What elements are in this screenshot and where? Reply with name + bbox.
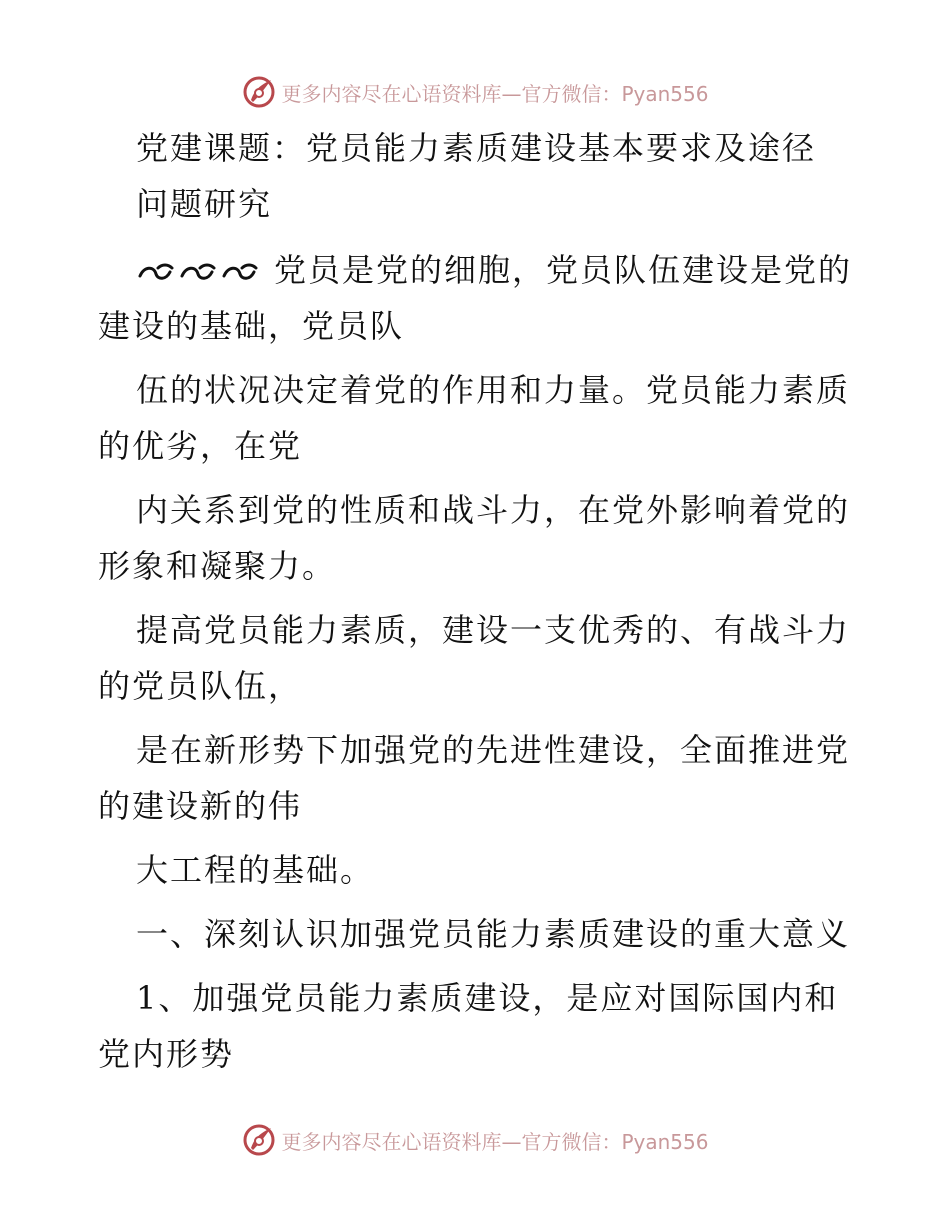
paragraph-line: 的优劣，在党 xyxy=(98,427,303,465)
paragraph-line xyxy=(98,242,858,298)
document-title-line-1: 党建课题：党员能力素质建设基本要求及途径 xyxy=(136,129,817,167)
document-body xyxy=(98,120,858,1082)
section-heading: 一、深刻认识加强党员能力素质建设的重大意义 xyxy=(136,915,851,953)
document-title-line-2: 问题研究 xyxy=(136,185,273,223)
floral-ornament-icon xyxy=(136,260,266,286)
paragraph-line: 提高党员能力素质，建设一支优秀的、有战斗力 xyxy=(136,611,851,649)
paragraph-text: 党员是党的细胞，党员队伍建设是党的 xyxy=(274,251,853,289)
paragraph-line: 大工程的基础。 xyxy=(136,851,375,889)
paragraph-line: 建设的基础，党员队 xyxy=(98,307,405,345)
paragraph-line: 形象和凝聚力。 xyxy=(98,547,337,585)
watermark-text: 更多内容尽在心语资料库—官方微信：Pyan556 xyxy=(281,1129,709,1154)
paragraph-line: 内关系到党的性质和战斗力，在党外影响着党的 xyxy=(136,491,851,529)
paragraph-line: 党内形势 xyxy=(98,1035,235,1073)
paragraph-line: 的建设新的伟 xyxy=(98,787,303,825)
watermark-text: 更多内容尽在心语资料库—官方微信：Pyan556 xyxy=(281,81,709,106)
logo-icon xyxy=(241,74,277,110)
paragraph-line: 是在新形势下加强党的先进性建设，全面推进党 xyxy=(136,731,851,769)
logo-icon xyxy=(241,1122,277,1158)
paragraph-line: 伍的状况决定着党的作用和力量。党员能力素质 xyxy=(136,371,851,409)
watermark-header xyxy=(0,72,950,112)
paragraph-line: 1、加强党员能力素质建设，是应对国际国内和 xyxy=(136,979,839,1017)
watermark-footer xyxy=(0,1120,950,1160)
paragraph-line: 的党员队伍， xyxy=(98,667,303,705)
